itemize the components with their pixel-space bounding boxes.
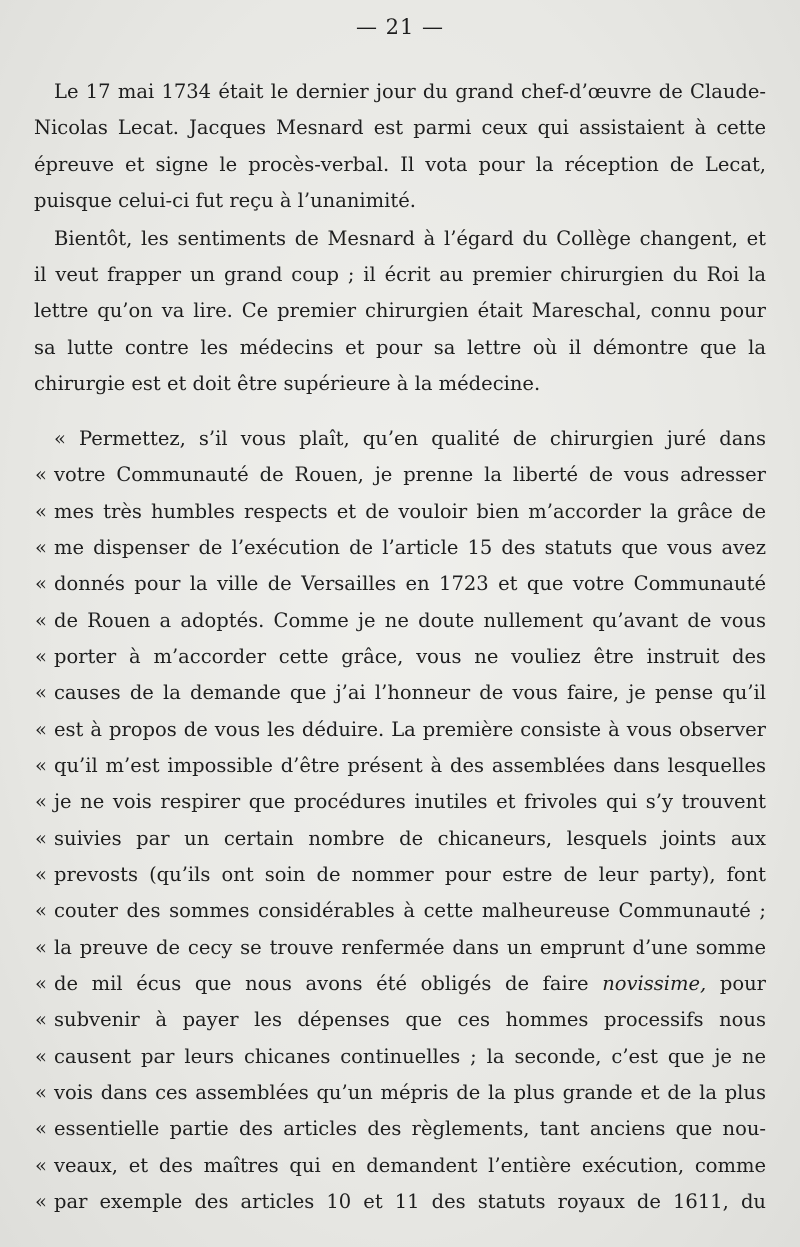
quote-mark: « [35, 1190, 47, 1213]
quote-mark: « [35, 1045, 47, 1068]
text-line: épreuve et signe le procès-verbal. Il vota pour la réception de Lecat, [34, 153, 766, 176]
quote-mark: « [35, 899, 47, 922]
quote-line: je ne vois respirer que procédures inutiles et frivoles qui s’y trouvent [54, 790, 766, 813]
quote-mark: « [35, 463, 47, 486]
quote-line [54, 969, 766, 999]
quote-mark: « [35, 645, 47, 668]
quote-text: de mil écus que nous avons été obligés de faire [54, 972, 589, 995]
quote-line: porter à m’accorder cette grâce, vous ne vouliez être instruit des [54, 645, 766, 668]
quote-line: me dispenser de l’exécution de l’article 15 des statuts que vous avez [54, 536, 766, 559]
text-line: chirurgie est et doit être supérieure à la médecine. [34, 372, 541, 395]
text-line: sa lutte contre les médecins et pour sa lettre où il démontre que la [34, 336, 766, 359]
quote-mark: « [35, 972, 47, 995]
quote-mark: « [35, 1117, 47, 1140]
text-line: puisque celui-ci fut reçu à l’unanimité. [34, 189, 416, 212]
quote-text: pour [719, 972, 766, 995]
quote-line: de Rouen a adoptés. Comme je ne doute nullement qu’avant de vous [54, 609, 766, 632]
quote-line: vois dans ces assemblées qu’un mépris de la plus grande et de la plus [54, 1081, 766, 1104]
quote-mark: « [35, 572, 47, 595]
quote-line: veaux, et des maîtres qui en demandent l’entière exécution, comme [54, 1154, 766, 1177]
quote-line: la preuve de cecy se trouve renfermée dans un emprunt d’une somme [54, 936, 766, 959]
quote-line: prevosts (qu’ils ont soin de nommer pour estre de leur party), font [54, 863, 766, 886]
quote-mark: « [35, 681, 47, 704]
quote-line: est à propos de vous les déduire. La première consiste à vous observer [54, 718, 766, 741]
quote-line: par exemple des articles 10 et 11 des statuts royaux de 1611, du [54, 1190, 766, 1213]
text-line: Le 17 mai 1734 était le dernier jour du grand chef-d’œuvre de Claude- [54, 80, 766, 103]
quote-mark: « [35, 863, 47, 886]
quote-line: « Permettez, s’il vous plaît, qu’en qualité de chirurgien juré dans [54, 427, 766, 450]
quote-mark: « [35, 790, 47, 813]
quote-mark: « [35, 827, 47, 850]
quote-mark: « [35, 718, 47, 741]
quote-mark: « [35, 1081, 47, 1104]
text-line: il veut frapper un grand coup ; il écrit au premier chirurgien du Roi la [34, 263, 766, 286]
text-line: Bientôt, les sentiments de Mesnard à l’égard du Collège changent, et [54, 227, 766, 250]
quote-line: subvenir à payer les dépenses que ces hommes processifs nous [54, 1008, 766, 1031]
italic-word: novissime, [602, 972, 707, 995]
quote-line: suivies par un certain nombre de chicaneurs, lesquels joints aux [54, 827, 766, 850]
quote-mark: « [35, 936, 47, 959]
quote-line: qu’il m’est impossible d’être présent à des assemblées dans lesquelles [54, 754, 766, 777]
quote-mark: « [35, 536, 47, 559]
quote-line: donnés pour la ville de Versailles en 1723 et que votre Communauté [54, 572, 766, 595]
quote-mark: « [35, 609, 47, 632]
quote-mark: « [35, 1154, 47, 1177]
quote-line: essentielle partie des articles des règlements, tant anciens que nou- [54, 1117, 766, 1140]
quote-line: causent par leurs chicanes continuelles ; la seconde, c’est que je ne [54, 1045, 766, 1068]
text-line: Nicolas Lecat. Jacques Mesnard est parmi ceux qui assistaient à cette [34, 116, 766, 139]
quote-mark: « [35, 754, 47, 777]
quote-mark: « [35, 500, 47, 523]
text-line: lettre qu’on va lire. Ce premier chirurgien était Mareschal, connu pour [34, 299, 766, 322]
page-number: — 21 — [355, 15, 445, 39]
quote-line: mes très humbles respects et de vouloir bien m’accorder la grâce de [54, 500, 766, 523]
quote-mark: « [35, 1008, 47, 1031]
quote-line: votre Communauté de Rouen, je prenne la liberté de vous adresser [54, 463, 766, 486]
quote-line: couter des sommes considérables à cette malheureuse Communauté ; [54, 899, 766, 922]
quote-line: causes de la demande que j’ai l’honneur de vous faire, je pense qu’il [54, 681, 766, 704]
